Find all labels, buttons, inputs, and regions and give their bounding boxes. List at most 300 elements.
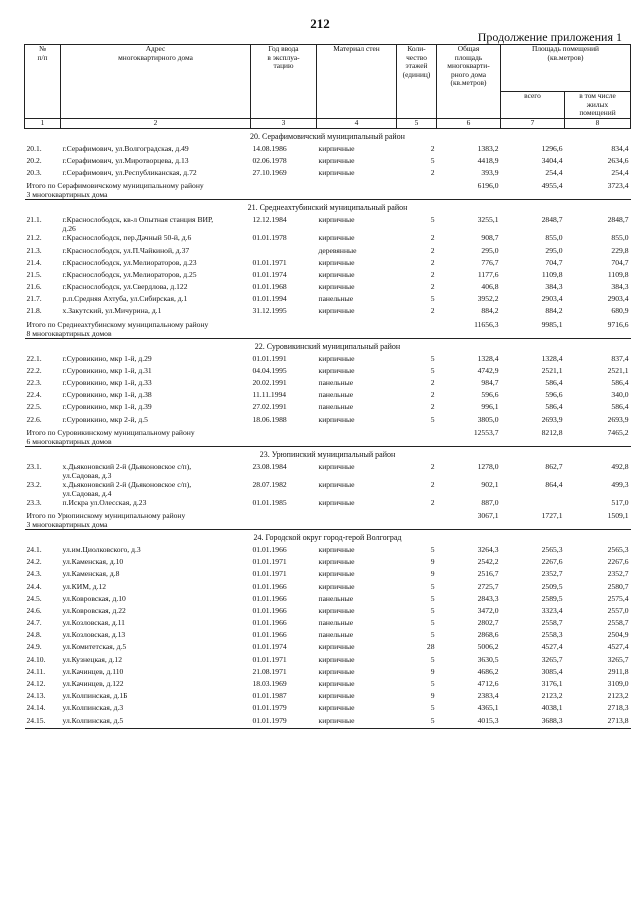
section-total-row: [25, 319, 631, 339]
row-address: п.Искра ул.Олесская, д.23: [62, 497, 147, 507]
row-year: 01.01.1971: [252, 569, 287, 579]
row-area-all: 2589,5: [541, 593, 563, 603]
row-area-all: 586,4: [545, 402, 563, 412]
row-area-living: 229,8: [611, 245, 629, 255]
total-area-all: 8212,8: [541, 427, 563, 437]
row-material: кирпичные: [318, 654, 355, 664]
row-year: 01.01.1966: [252, 605, 287, 615]
row-floors: 2: [430, 479, 435, 489]
row-area-living: 1109,8: [607, 269, 629, 279]
row-year: 12.12.1984: [252, 215, 287, 225]
row-year: 04.04.1995: [252, 365, 287, 375]
row-address: г.Суровикино, мкр 1-й, д.33: [62, 378, 152, 388]
row-address: р.п.Средняя Ахтуба, ул.Сибирская, д.1: [62, 294, 188, 304]
row-year: 01.01.1985: [252, 497, 287, 507]
row-area-living: 2558,7: [607, 618, 629, 628]
row-year: 21.08.1971: [252, 666, 287, 676]
row-address: ул.Комитетская, д.5: [62, 642, 127, 652]
row-material: кирпичные: [318, 497, 355, 507]
row-address: ул.Кузнецкая, д.12: [62, 654, 123, 664]
row-area-all: 596,6: [545, 390, 563, 400]
table-row: [25, 402, 631, 414]
row-number: 24.6.: [26, 605, 42, 615]
row-year: 11.11.1994: [252, 390, 287, 400]
total-label: Итого по Суровикинскому муниципальному району 6 многоквартирных домов: [26, 427, 195, 446]
header-floors: Коли- чество этажей (единиц): [397, 45, 437, 119]
row-area-living: 3109,0: [607, 679, 629, 689]
section-title: 21. Среднеахтубинский муниципальный район: [25, 200, 631, 216]
row-address: г.Суровикино, мкр 1-й, д.29: [62, 353, 152, 363]
section-title-row: [25, 446, 631, 462]
row-year: 01.01.1966: [252, 593, 287, 603]
section-total-row: [25, 427, 631, 447]
row-material: кирпичные: [318, 233, 355, 243]
row-address: г.Серафимович, ул.Миротворцева, д.13: [62, 155, 189, 165]
row-floors: 5: [430, 155, 435, 165]
table-row: [25, 569, 631, 581]
table-row: [25, 233, 631, 245]
page-number: 212: [310, 16, 330, 31]
table-row: [25, 498, 631, 510]
row-area-living: 2123,2: [607, 691, 629, 701]
row-total-area: 996,1: [481, 402, 499, 412]
row-number: 24.11.: [26, 666, 46, 676]
row-number: 24.12.: [26, 679, 46, 689]
row-total-area: 1177,6: [477, 269, 499, 279]
row-number: 20.1.: [26, 143, 42, 153]
row-floors: 2: [430, 269, 435, 279]
row-area-all: 2693,9: [541, 414, 563, 424]
row-area-all: 295,0: [545, 245, 563, 255]
row-total-area: 393,9: [481, 168, 499, 178]
total-area-all: 9985,1: [541, 319, 563, 329]
row-area-all: 254,4: [545, 168, 563, 178]
col-number: 4: [317, 118, 397, 128]
row-area-all: 3404,4: [541, 155, 563, 165]
row-total-area: 5006,2: [477, 642, 499, 652]
table-row: [25, 282, 631, 294]
total-area: 11656,3: [474, 319, 499, 329]
row-number: 24.15.: [26, 715, 46, 725]
row-area-all: 3323,4: [541, 605, 563, 615]
row-year: 27.02.1991: [252, 402, 287, 412]
row-number: 24.1.: [26, 544, 42, 554]
table-row: [25, 557, 631, 569]
row-floors: 5: [430, 581, 435, 591]
row-floors: 2: [430, 497, 435, 507]
row-material: кирпичные: [318, 257, 355, 267]
row-address: х.Дьяконовский 2-й (Дьяконовское с/п), ул.Садовая, д.4: [62, 479, 192, 498]
row-material: панельные: [318, 378, 354, 388]
row-material: кирпичные: [318, 461, 355, 471]
row-area-living: 2693,9: [607, 414, 629, 424]
row-floors: 2: [430, 461, 435, 471]
row-material: кирпичные: [318, 569, 355, 579]
row-area-all: 2565,3: [541, 544, 563, 554]
row-total-area: 2802,7: [477, 618, 499, 628]
row-total-area: 2725,7: [477, 581, 499, 591]
row-floors: 2: [430, 233, 435, 243]
row-year: 02.06.1978: [252, 155, 287, 165]
row-address: г.Краснослободск, ул.Мелиораторов, д.25: [62, 269, 197, 279]
row-number: 24.13.: [26, 691, 46, 701]
total-label: Итого по Урюпинскому муниципальному району 3 многоквартирных дома: [26, 510, 186, 529]
row-address: ул.Качинцев, д.110: [62, 666, 124, 676]
row-total-area: 884,2: [481, 306, 499, 316]
table-row: [25, 156, 631, 168]
table-row: [25, 691, 631, 703]
row-total-area: 4712,6: [477, 679, 499, 689]
row-year: 01.01.1971: [252, 557, 287, 567]
row-year: 28.07.1982: [252, 479, 287, 489]
row-address: г.Краснослободск, пер.Дачный 50-й, д.6: [62, 233, 192, 243]
row-address: г.Серафимович, ул.Республиканская, д.72: [62, 168, 197, 178]
row-material: панельные: [318, 402, 354, 412]
row-number: 24.9.: [26, 642, 42, 652]
table-row: [25, 144, 631, 156]
row-area-all: 4038,1: [541, 703, 563, 713]
section-title: 23. Урюпинский муниципальный район: [25, 446, 631, 462]
total-area: 6196,0: [477, 181, 499, 191]
row-address: ул.Колпинская, д.3: [62, 703, 124, 713]
row-material: кирпичные: [318, 479, 355, 489]
row-number: 22.3.: [26, 378, 42, 388]
row-area-living: 2267,6: [607, 557, 629, 567]
row-area-all: 864,4: [545, 479, 563, 489]
row-total-area: 4418,9: [477, 155, 499, 165]
row-number: 24.3.: [26, 569, 42, 579]
row-total-area: 295,0: [481, 245, 499, 255]
row-material: кирпичные: [318, 666, 355, 676]
table-row: [25, 655, 631, 667]
row-area-living: 384,3: [611, 282, 629, 292]
row-material: кирпичные: [318, 143, 355, 153]
row-material: деревянные: [318, 245, 357, 255]
row-year: 01.01.1971: [252, 257, 287, 267]
row-area-all: 3688,3: [541, 715, 563, 725]
row-material: кирпичные: [318, 544, 355, 554]
row-floors: 2: [430, 282, 435, 292]
row-number: 21.7.: [26, 294, 42, 304]
row-area-living: 680,9: [611, 306, 629, 316]
row-floors: 28: [426, 642, 435, 652]
row-number: 24.8.: [26, 630, 42, 640]
row-area-living: 834,4: [611, 143, 629, 153]
row-area-all: 2123,2: [541, 691, 563, 701]
row-floors: 5: [430, 703, 435, 713]
row-address: ул.Каменская, д.8: [62, 569, 120, 579]
total-area: 12553,7: [473, 427, 499, 437]
row-number: 21.6.: [26, 282, 42, 292]
row-area-living: 499,3: [611, 479, 629, 489]
row-floors: 5: [430, 215, 435, 225]
row-material: кирпичные: [318, 642, 355, 652]
row-address: г.Краснослободск, ул.П.Чайкиной, д.37: [62, 245, 190, 255]
row-year: 01.01.1994: [252, 294, 287, 304]
row-floors: 2: [430, 168, 435, 178]
table-row: [25, 582, 631, 594]
row-area-all: [501, 498, 565, 510]
row-area-all: 2352,7: [541, 569, 563, 579]
row-year: 01.01.1966: [252, 630, 287, 640]
row-area-living: 2580,7: [607, 581, 629, 591]
section-title-row: [25, 200, 631, 216]
row-area-all: 1296,6: [541, 143, 563, 153]
row-number: 21.4.: [26, 257, 42, 267]
row-address: г.Краснослободск, ул.Свердлова, д.122: [62, 282, 188, 292]
row-material: кирпичные: [318, 306, 355, 316]
header-total-area: Общая площадь многокварти- рного дома (кв.метров): [437, 45, 501, 119]
row-number: 24.7.: [26, 618, 42, 628]
row-area-all: 862,7: [545, 461, 563, 471]
row-area-living: 2903,4: [607, 294, 629, 304]
row-address: г.Суровикино, мкр 2-й, д.5: [62, 414, 148, 424]
row-area-living: 2504,9: [607, 630, 629, 640]
table-row: [25, 618, 631, 630]
row-year: 01.01.1974: [252, 642, 287, 652]
row-area-living: 704,7: [611, 257, 629, 267]
row-address: г.Краснослободск, ул.Мелиораторов, д.23: [62, 257, 197, 267]
section-total-row: [25, 180, 631, 200]
row-area-all: 855,0: [545, 233, 563, 243]
row-number: 24.4.: [26, 581, 42, 591]
row-number: 21.3.: [26, 245, 42, 255]
row-total-area: 3805,0: [477, 414, 499, 424]
table-row: [25, 480, 631, 498]
row-floors: 5: [430, 715, 435, 725]
row-year: 01.01.1991: [252, 353, 287, 363]
table-row: [25, 594, 631, 606]
row-area-living: 254,4: [611, 168, 629, 178]
row-number: 22.2.: [26, 365, 42, 375]
row-area-living: 2718,3: [607, 703, 629, 713]
row-address: ул.Каменская, д.10: [62, 557, 124, 567]
row-number: 22.4.: [26, 390, 42, 400]
row-total-area: 4365,1: [477, 703, 499, 713]
table-header: [25, 45, 631, 129]
row-area-all: 2267,6: [541, 557, 563, 567]
row-material: панельные: [318, 294, 354, 304]
row-area-living: 492,8: [611, 461, 629, 471]
header-material: Материал стен: [317, 45, 397, 119]
row-address: ул.Козловская, д.13: [62, 630, 126, 640]
row-area-living: 2575,4: [607, 593, 629, 603]
row-year: 01.01.1966: [252, 581, 287, 591]
table-row: [25, 378, 631, 390]
total-label: Итого по Среднеахтубинскому муниципальному району 8 многоквартирных домов: [26, 319, 209, 338]
row-material: кирпичные: [318, 155, 355, 165]
row-address: ул.Колпинская, д.1Б: [62, 691, 128, 701]
row-area-all: 4527,4: [541, 642, 563, 652]
row-material: кирпичные: [318, 269, 355, 279]
row-total-area: 2868,6: [477, 630, 499, 640]
total-area-all: 1727,1: [541, 510, 563, 520]
row-material: кирпичные: [318, 365, 355, 375]
row-floors: 5: [430, 353, 435, 363]
row-area-all: 3176,1: [541, 679, 563, 689]
housing-register-table: [24, 44, 631, 729]
table-row: [25, 545, 631, 557]
row-address: г.Серафимович, ул.Волгоградская, д.49: [62, 143, 189, 153]
row-total-area: 2542,2: [477, 557, 499, 567]
row-area-living: 586,4: [611, 402, 629, 412]
row-floors: 5: [430, 630, 435, 640]
row-year: 01.01.1974: [252, 269, 287, 279]
row-area-all: 3265,7: [541, 654, 563, 664]
row-area-living: 2352,7: [607, 569, 629, 579]
row-number: 20.3.: [26, 168, 42, 178]
row-address: ул.Ковровская, д.22: [62, 605, 126, 615]
row-number: 23.1.: [26, 461, 42, 471]
section-total-row: [25, 510, 631, 530]
row-address: г.Суровикино, мкр 1-й, д.31: [62, 365, 152, 375]
continuation-label: Продолжение приложения 1: [477, 30, 622, 44]
row-total-area: 2383,4: [477, 691, 499, 701]
table-row: [25, 354, 631, 366]
header-premises-all: всего: [501, 92, 565, 119]
row-address: х.Закутский, ул.Мичурина, д.1: [62, 306, 162, 316]
section-title-row: [25, 529, 631, 545]
row-total-area: 887,0: [481, 497, 499, 507]
row-address: ул.им.Циолковского, д.3: [62, 544, 141, 554]
total-area-living: 7465,2: [607, 427, 629, 437]
row-number: 22.5.: [26, 402, 42, 412]
row-total-area: 1328,4: [477, 353, 499, 363]
row-floors: 5: [430, 605, 435, 615]
row-year: 01.01.1971: [252, 654, 287, 664]
table-row: [25, 667, 631, 679]
col-number: 2: [61, 118, 251, 128]
row-total-area: 3952,2: [477, 294, 499, 304]
row-address: г.Суровикино, мкр 1-й, д.39: [62, 402, 152, 412]
row-area-all: 884,2: [545, 306, 563, 316]
row-number: 24.10.: [26, 654, 46, 664]
header-premises: Площадь помещений (кв.метров): [501, 45, 631, 92]
row-material: кирпичные: [318, 414, 355, 424]
table-row: [25, 306, 631, 318]
row-area-all: 2509,5: [541, 581, 563, 591]
row-year: 01.01.1979: [252, 703, 287, 713]
row-year: 27.10.1969: [252, 168, 287, 178]
row-number: 21.8.: [26, 306, 42, 316]
col-number: 8: [565, 118, 631, 128]
row-material: кирпичные: [318, 691, 355, 701]
row-area-all: 2558,3: [541, 630, 563, 640]
row-year: 23.08.1984: [252, 461, 287, 471]
row-area-all: 2903,4: [541, 294, 563, 304]
row-number: 21.5.: [26, 269, 42, 279]
row-total-area: 4686,2: [477, 666, 499, 676]
row-floors: 5: [430, 679, 435, 689]
row-area-living: 837,4: [611, 353, 629, 363]
row-address: ул.Колпинская, д.5: [62, 715, 124, 725]
row-material: панельные: [318, 593, 354, 603]
row-area-all: 704,7: [545, 257, 563, 267]
row-area-all: 3085,4: [541, 666, 563, 676]
row-floors: 2: [430, 245, 435, 255]
row-total-area: 3264,3: [477, 544, 499, 554]
row-material: кирпичные: [318, 715, 355, 725]
row-total-area: 1278,0: [477, 461, 499, 471]
row-number: 22.6.: [26, 414, 42, 424]
row-total-area: 908,7: [481, 233, 499, 243]
header-number: № п/п: [25, 45, 61, 119]
row-total-area: 2516,7: [477, 569, 499, 579]
total-area: 3067,1: [477, 510, 499, 520]
row-address: х.Дьяконовский 2-й (Дьяконовское с/п), ул.Садовая, д.3: [62, 461, 192, 480]
row-year: 01.01.1978: [252, 233, 287, 243]
table-row: [25, 294, 631, 306]
row-total-area: 2843,3: [477, 593, 499, 603]
row-material: панельные: [318, 618, 354, 628]
row-number: 24.5.: [26, 593, 42, 603]
header-premises-living: в том числе жилых помещений: [565, 92, 631, 119]
row-floors: 2: [430, 257, 435, 267]
col-number: 1: [25, 118, 61, 128]
row-area-living: 2848,7: [607, 215, 629, 225]
row-material: панельные: [318, 390, 354, 400]
row-area-all: 586,4: [545, 378, 563, 388]
row-address: г.Суровикино, мкр 1-й, д.38: [62, 390, 152, 400]
row-address: ул.Козловская, д.11: [62, 618, 125, 628]
row-year: 18.06.1988: [252, 414, 287, 424]
table-row: [25, 270, 631, 282]
row-number: 24.2.: [26, 557, 42, 567]
row-material: кирпичные: [318, 557, 355, 567]
row-year: 01.01.1987: [252, 691, 287, 701]
row-area-living: 2634,6: [607, 155, 629, 165]
row-area-all: 1109,8: [541, 269, 563, 279]
row-year: 18.03.1969: [252, 679, 287, 689]
row-material: кирпичные: [318, 215, 355, 225]
row-area-living: 855,0: [611, 233, 629, 243]
row-address: ул.КИМ, д.12: [62, 581, 107, 591]
row-total-area: 3472,0: [477, 605, 499, 615]
row-total-area: 596,6: [481, 390, 499, 400]
row-floors: 2: [430, 390, 435, 400]
row-year: 01.01.1968: [252, 282, 287, 292]
row-year: 01.01.1966: [252, 544, 287, 554]
row-number: 21.2.: [26, 233, 42, 243]
row-total-area: 1383,2: [477, 143, 499, 153]
col-number: 5: [397, 118, 437, 128]
table-row: [25, 390, 631, 402]
table-row: [25, 630, 631, 642]
table-row: [25, 246, 631, 258]
row-floors: 2: [430, 402, 435, 412]
row-year: 14.08.1986: [252, 143, 287, 153]
row-address: ул.Качинцев, д.122: [62, 679, 124, 689]
row-floors: 5: [430, 365, 435, 375]
col-number: 7: [501, 118, 565, 128]
row-area-all: 1328,4: [541, 353, 563, 363]
row-area-living: 3265,7: [607, 654, 629, 664]
table-row: [25, 606, 631, 618]
table-row: [25, 462, 631, 480]
row-material: кирпичные: [318, 353, 355, 363]
total-area-living: 9716,6: [607, 319, 629, 329]
header-address: Адрес многоквартирного дома: [61, 45, 251, 119]
row-material: кирпичные: [318, 168, 355, 178]
row-area-living: 2911,8: [607, 666, 629, 676]
row-total-area: 4015,3: [477, 715, 499, 725]
row-area-living: 2565,3: [607, 544, 629, 554]
row-number: 22.1.: [26, 353, 42, 363]
row-area-living: 2713,8: [607, 715, 629, 725]
row-floors: 5: [430, 593, 435, 603]
total-area-living: 1509,1: [607, 510, 629, 520]
row-material: кирпичные: [318, 679, 355, 689]
